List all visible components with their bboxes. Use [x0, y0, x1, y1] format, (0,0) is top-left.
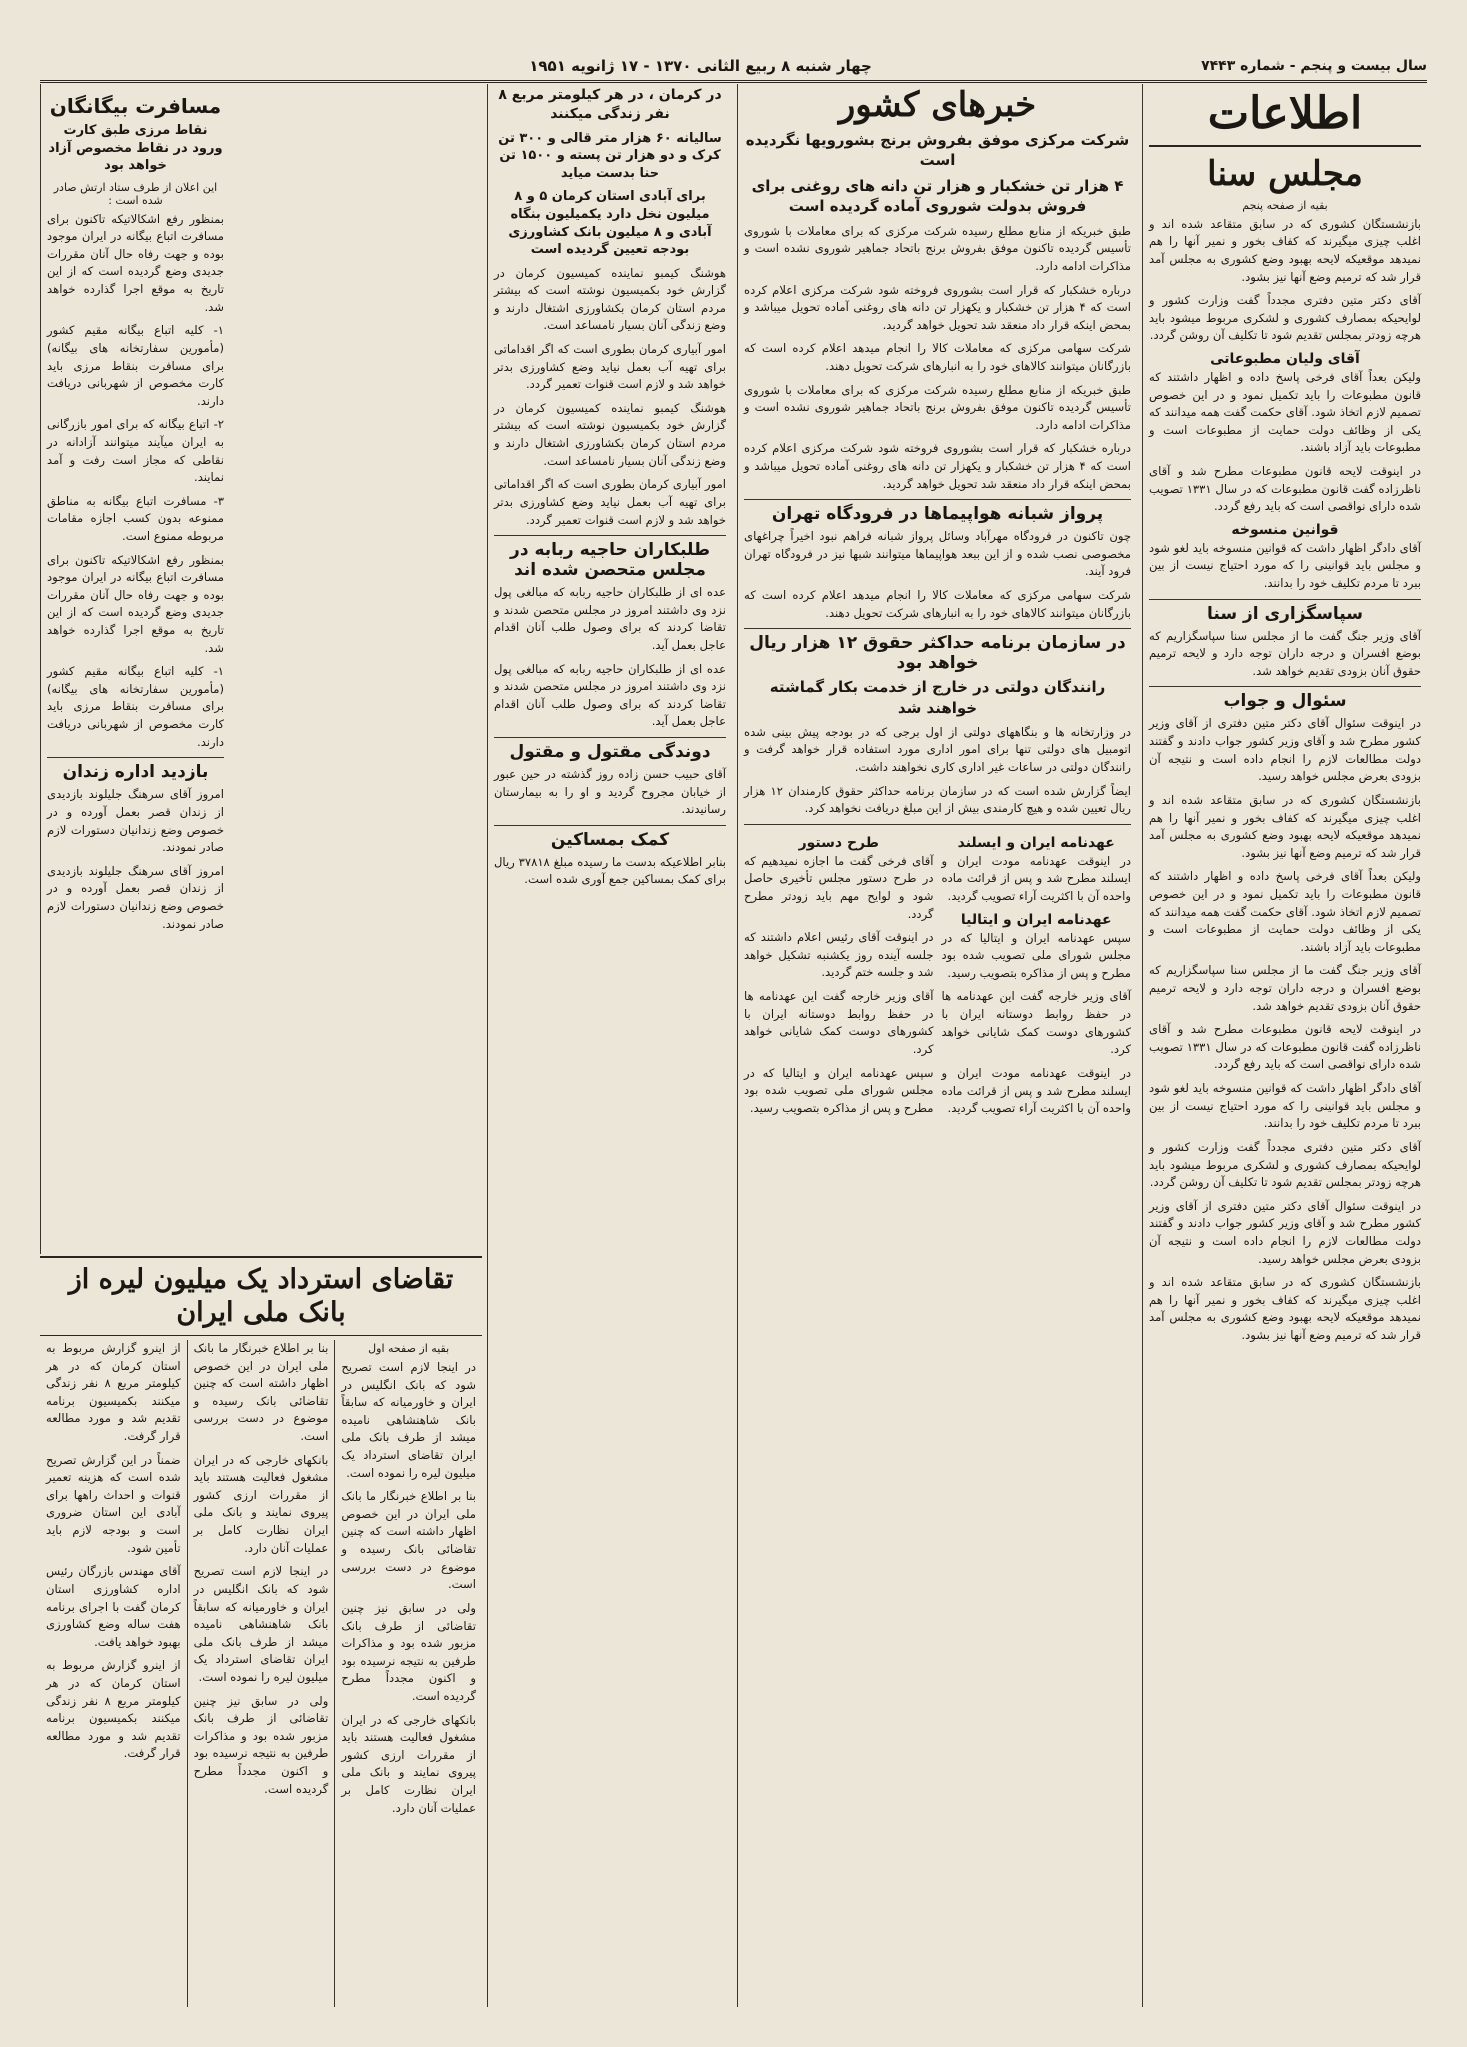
paragraph: در وزارتخانه ها و بنگاههای دولتی از اول برجی که در بودجه پیش بینی شده اتومبیل های دولتی تنها برای امور اداری مورد استفاده قرار خواهد گرفت و رانندگان دولتی در ساعات غیر اداری کاری نخواهند داشت.: [744, 724, 1131, 774]
subhead: کمک بمساکین: [494, 825, 726, 850]
paragraph: بنابر اطلاعیکه بدست ما رسیده مبلغ ۳۷۸۱۸ ریال برای کمک بمساکین جمع آوری شده است.: [494, 854, 726, 887]
deck: ۴ هزار تن خشکبار و هزار تن دانه های روغنی برای فروش بدولت شوروی آماده گردیده است: [751, 177, 1124, 216]
date-line: چهار شنبه ۸ ربیع الثانی ۱۳۷۰ - ۱۷ ژانویه ۱۹۵۱: [529, 57, 872, 75]
kerman-deck-2: برای آبادی استان کرمان ۵ و ۸ میلیون نخل دارد یکمیلیون بنگاه آبادی و ۸ میلیون بانک کشاورزی بودجه تعیین گردیده است: [508, 189, 712, 258]
bank-subcolumn-2: [187, 1340, 335, 2007]
paragraph: در اینجا لازم است تصریح شود که بانک انگلیس در ایران و خاورمیانه که سابقاً بانک شاهنشاهی نامیده میشد از طرف بانک ملی ایران تقاضای استرداد یک میلیون لیره را نموده است.: [193, 1564, 329, 1684]
subhead: طرح دستور: [798, 834, 879, 851]
column-majlis: [1142, 84, 1427, 2007]
paragraph: طبق خبریکه از منابع مطلع رسیده شرکت مرکزی که برای معاملات با شوروی تأسیس گردیده تاکنون موفق بفروش برنج باتحاد جماهیر شوروی نشده است و مذاکرات ادامه دارد.: [744, 223, 1131, 273]
paragraph: در اینوقت لایحه قانون مطبوعات مطرح شد و آقای ناظرزاده گفت قانون مطبوعات که در سال ۱۳۳۱ تصویب شده دارای نواقصی است که باید رفع گردد.: [1149, 1022, 1421, 1072]
paragraph: ۱- کلیه اتباع بیگانه مقیم کشور (مأمورین سفارتخانه های بیگانه) برای مسافرت بنقاط مرزی باید کارت مخصوص از شهربانی دریافت دارند.: [47, 323, 224, 408]
paragraph: آقای دکتر متین دفتری مجدداً گفت وزارت کشور و لوایحیکه بمصارف کشوری و لشکری مربوط میشود باید هرچه زودتر بمجلس تقدیم شود تا تکلیف آن روشن گردد.: [1149, 1139, 1421, 1190]
paragraph: آقای دکتر متین دفتری مجدداً گفت وزارت کشور و لوایحیکه بمصارف کشوری و لشکری مربوط میشود باید هرچه زودتر بمجلس تقدیم شود تا تکلیف آن روشن گردد.: [1149, 293, 1421, 343]
paragraph: آقای دادگر اظهار داشت که قوانین منسوخه باید لغو شود و مجلس باید قوانینی را که مورد احتیاج نیست از بین ببرد تا مردم تکلیف خود را بدانند.: [1149, 540, 1421, 591]
paragraph: آقای حبیب حسن زاده روز گذشته در حین عبور از خیابان مجروح گردید و او را به بیمارستان رسانیدند.: [494, 767, 726, 817]
paragraph: امروز آقای سرهنگ جلیلوند بازدیدی از زندان قصر بعمل آورده و در خصوص وضع زندانیان دستورات لازم صادر نمودند.: [47, 787, 224, 855]
kicker-bank: بقیه از صفحه اول: [368, 1342, 450, 1355]
paragraph: بانکهای خارجی که در ایران مشغول فعالیت هستند باید از مقررات ارزی کشور پیروی نمایند و بانک ملی ایران نظارت کامل بر عملیات آنان دارد.: [341, 1712, 476, 1815]
column-kerman: [487, 84, 732, 2007]
subhead: طلبکاران حاجیه ربابه در مجلس متحصن شده اند: [494, 535, 726, 580]
paragraph: ولیکن بعداً آقای فرخی پاسخ داده و اظهار داشتند که قانون مطبوعات را باید تکمیل نمود و در این خصوص تصمیم لازم اتخاذ شود. آقای حکمت گفت همه میدانند که یکی از وظائف دولت حمایت از مطبوعات است و مطبوعات باید آزاد باشند.: [1149, 869, 1421, 954]
paragraph: در اینوقت سئوال آقای دکتر متین دفتری از آقای وزیر کشور مطرح شد و آقای وزیر کشور جواب دادند و گفتند دولت مطالعات لازم را انجام داده است و نتیجه آن بزودی بعرض مجلس خواهد رسید.: [1149, 716, 1421, 784]
subhead: سئوال و جواب: [1149, 686, 1421, 711]
issue-number: سال بیست و پنجم - شماره ۷۴۴۳: [1201, 58, 1427, 74]
paragraph: امروز آقای سرهنگ جلیلوند بازدیدی از زندان قصر بعمل آورده و در خصوص وضع زندانیان دستورات لازم صادر نمودند.: [47, 863, 224, 931]
subhead: دوندگی مقتول و مقتول: [494, 737, 726, 762]
paragraph: آقای فرخی گفت ما اجازه نمیدهیم که در طرح دستور مجلس تأخیری حاصل شود و لوایح مهم باید زودتر مطرح گردد.: [744, 853, 934, 921]
news-subcolumn-right: [942, 831, 1132, 1124]
paragraph: ۳- مسافرت اتباع بیگانه به مناطق ممنوعه بدون کسب اجازه مقامات مربوطه ممنوع است.: [47, 493, 224, 543]
bank-subcolumns: [40, 1340, 482, 2007]
paragraph: سپس عهدنامه ایران و ایتالیا که در مجلس شورای ملی تصویب شده بود مطرح و پس از مذاکره بتصویب رسید.: [941, 930, 1131, 980]
paragraph: شرکت سهامی مرکزی که معاملات کالا را انجام میدهد اعلام کرده است که بازرگانان میتوانند کالاهای خود را به انبارهای شرکت تحویل دهند.: [744, 341, 1131, 373]
paragraph: آقای مهندس بازرگان رئیس اداره کشاورزی استان کرمان گفت با اجرای برنامه هفت ساله وضع کشاورزی بهبود خواهد یافت.: [45, 1564, 181, 1649]
headline-foreigners: مسافرت بیگانگان: [49, 94, 222, 118]
kicker-majlis: بقیه از صفحه پنجم: [1242, 198, 1328, 212]
paragraph: بنا بر اطلاع خبرنگار ما بانک ملی ایران در این خصوص اظهار داشته است که چنین تقاضائی بانک رسیده و موضوع در دست بررسی است.: [193, 1341, 329, 1444]
paragraph: بمنظور رفع اشکالاتیکه تاکنون برای مسافرت اتباع بیگانه در ایران موجود بوده و جهت رفاه حال آنان مقررات جدیدی وضع گردیده است که از این تاریخ به موقع اجرا گذارده خواهد شد.: [47, 211, 224, 314]
kerman-deck: سالیانه ۶۰ هزار متر قالی و ۳۰۰ تن کرک و دو هزار تن پسته و ۱۵۰۰ تن حنا بدست میاید: [498, 130, 722, 181]
paragraph: ایضاً گزارش شده است که در سازمان برنامه حداکثر حقوق کارمندان ۱۲ هزار ریال تعیین شده و هیچ کارمندی بیش از این مبلغ دریافت نخواهد کرد.: [744, 783, 1131, 816]
headline-majlis: مجلس سنا: [1207, 154, 1363, 194]
subhead: قوانین منسوخه: [1231, 521, 1339, 538]
paragraph: در اینوقت عهدنامه مودت ایران و ایسلند مطرح شد و پس از قرائت ماده واحده آن با اکثریت آراء تصویب گردید.: [941, 1065, 1131, 1116]
paragraph: عده ای از طلبکاران حاجیه ربابه که مبالغی پول نزد وی داشتند امروز در مجلس متحصن شدند و تقاضا کردند که برای وصول طلب آنان اقدام عاجل بعمل آید.: [494, 585, 726, 652]
headline-bank: تقاضای استرداد یک میلیون لیره از بانک ملی ایران: [40, 1256, 482, 1336]
paragraph: بانکهای خارجی که در ایران مشغول فعالیت هستند باید از مقررات ارزی کشور پیروی نمایند و بانک ملی ایران نظارت کامل بر عملیات آنان دارد.: [193, 1452, 329, 1555]
paragraph: ولی در سابق نیز چنین تقاضائی از طرف بانک مزبور شده بود و مذاکرات طرفین به نتیجه نرسیده بود و اکنون مجدداً مطرح گردیده است.: [341, 1600, 476, 1703]
paragraph: آقای وزیر خارجه گفت این عهدنامه ها در حفظ روابط دوستانه ایران با کشورهای دوست کمک شایانی خواهد کرد.: [941, 989, 1131, 1057]
paragraph: آقای وزیر خارجه گفت این عهدنامه ها در حفظ روابط دوستانه ایران با کشورهای دوست کمک شایانی خواهد کرد.: [744, 989, 934, 1056]
paragraph: ۲- اتباع بیگانه که برای امور بازرگانی به ایران میآیند میتوانند آزادانه در نقاطی که مجاز است رفت و آمد نمایند.: [47, 417, 224, 485]
paragraph: امور آبیاری کرمان بطوری است که اگر اقداماتی برای تهیه آب بعمل نیاید وضع کشاورزی بدتر خواهد شد و لازم است قنوات تعمیر گردد.: [494, 477, 726, 527]
paragraph: آقای دادگر اظهار داشت که قوانین منسوخه باید لغو شود و مجلس باید قوانینی را که مورد احتیاج نیست از بین ببرد تا مردم تکلیف خود را بدانند.: [1149, 1081, 1421, 1131]
subhead: عهدنامه ایران و ایتالیا: [960, 911, 1112, 928]
news-subcolumn-left: [744, 831, 934, 1124]
subhead: عهدنامه ایران و ایسلند: [957, 834, 1115, 851]
divider: [744, 824, 1131, 825]
paragraph: درباره خشکبار که قرار است بشوروی فروخته شود شرکت مرکزی اعلام کرده است که ۴ هزار تن خشکبار و یکهزار تن دانه های روغنی آماده تحویل میباشد و بمحض اینکه قرار داد منعقد شد تحویل خواهد گردید.: [744, 282, 1131, 332]
paragraph: در اینوقت لایحه قانون مطبوعات مطرح شد و آقای ناظرزاده گفت قانون مطبوعات که در سال ۱۳۳۱ تصویب شده دارای نواقصی است که باید رفع گردد.: [1149, 464, 1421, 514]
paragraph: بازنشستگان کشوری که در سابق متقاعد شده اند و اغلب چیزی میگیرند که کفاف بخور و نمیر آنها را هم نمیدهد موقعیکه لایحه بهبود وضع کشوری به مجلس آمد قرار شد که ترمیم وضع آنها نیز بشود.: [1149, 1275, 1421, 1342]
paragraph: شرکت سهامی مرکزی که معاملات کالا را انجام میدهد اعلام کرده است که بازرگانان میتوانند کالاهای خود را به انبارهای شرکت تحویل دهند.: [744, 588, 1131, 620]
paragraph: از اینرو گزارش مربوط به استان کرمان که در هر کیلومتر مربع ۸ نفر زندگی میکنند بکمیسیون برنامه تقدیم شد و مورد مطالعه قرار گرفت.: [45, 1341, 181, 1444]
paragraph: بمنظور رفع اشکالاتیکه تاکنون برای مسافرت اتباع بیگانه در ایران موجود بوده و جهت رفاه حال آنان مقررات جدیدی وضع گردیده است که از این تاریخ به موقع اجرا گذارده خواهد شد.: [47, 552, 224, 655]
bank-subcolumn-1: [334, 1340, 482, 2007]
paragraph: سپس عهدنامه ایران و ایتالیا که در مجلس شورای ملی تصویب شده بود مطرح و پس از مذاکره بتصویب رسید.: [744, 1065, 934, 1115]
paragraph: آقای وزیر جنگ گفت ما از مجلس سنا سپاسگزاریم که بوضع افسران و درجه داران توجه دارد و لایحه ترمیم حقوق آنان بزودی تقدیم خواهد شد.: [1149, 963, 1421, 1013]
paragraph: هوشنگ کیمبو نماینده کمیسیون کرمان در گزارش خود بکمیسیون نوشته است که بیشتر مردم استان کرمان بکشاورزی اشتغال دارند و وضع زندگی آنان بسیار نامساعد است.: [494, 400, 726, 468]
subhead: پرواز شبانه هواپیماها در فرودگاه تهران: [744, 499, 1131, 524]
paragraph: آقای وزیر جنگ گفت ما از مجلس سنا سپاسگزاریم که بوضع افسران و درجه داران توجه دارد و لایحه ترمیم حقوق آنان بزودی تقدیم خواهد شد.: [1149, 628, 1421, 678]
subhead: سپاسگزاری از سنا: [1149, 599, 1421, 624]
column-country-news: [737, 84, 1137, 2007]
paragraph: در اینوقت عهدنامه مودت ایران و ایسلند مطرح شد و پس از قرائت ماده واحده آن با اکثریت آراء تصویب گردید.: [941, 853, 1131, 904]
paragraph: امور آبیاری کرمان بطوری است که اگر اقداماتی برای تهیه آب بعمل نیاید وضع کشاورزی بدتر خواهد شد و لازم است قنوات تعمیر گردد.: [494, 342, 726, 392]
paragraph: در اینوقت آقای رئیس اعلام داشتند که جلسه آینده روز یکشنبه تشکیل خواهد شد و جلسه ختم گردید.: [744, 930, 934, 980]
bank-subcolumn-3: [40, 1340, 187, 2007]
paragraph: ولی در سابق نیز چنین تقاضائی از طرف بانک مزبور شده بود و مذاکرات طرفین به نتیجه نرسیده بود و اکنون مجدداً مطرح گردیده است.: [193, 1693, 329, 1796]
subhead: آقای ولیان مطبوعاتی: [1210, 350, 1360, 367]
column-foreigners: [40, 84, 230, 1254]
paragraph: از اینرو گزارش مربوط به استان کرمان که در هر کیلومتر مربع ۸ نفر زندگی میکنند بکمیسیون برنامه تقدیم شد و مورد مطالعه قرار گرفت.: [45, 1658, 181, 1761]
subhead: در سازمان برنامه حداکثر حقوق ۱۲ هزار ریال خواهد بود: [744, 628, 1131, 673]
paragraph: ولیکن بعداً آقای فرخی پاسخ داده و اظهار داشتند که قانون مطبوعات را باید تکمیل نمود و در این خصوص تصمیم لازم اتخاذ شود. آقای حکمت گفت همه میدانند که یکی از وظائف دولت حمایت از مطبوعات است و مطبوعات باید آزاد باشند.: [1149, 369, 1421, 455]
foreigners-note: این اعلان از طرف ستاد ارتش صادر شده است :: [53, 180, 218, 207]
headline-country-news: خبرهای کشور: [838, 85, 1037, 125]
paragraph: بنا بر اطلاع خبرنگار ما بانک ملی ایران در این خصوص اظهار داشته است که چنین تقاضائی بانک رسیده و موضوع در دست بررسی است.: [341, 1489, 476, 1592]
paragraph: بازنشستگان کشوری که در سابق متقاعد شده اند و اغلب چیزی میگیرند که کفاف بخور و نمیر آنها را هم نمیدهد موقعیکه لایحه بهبود وضع کشوری به مجلس آمد قرار شد که ترمیم وضع آنها نیز بشود.: [1149, 216, 1421, 284]
paragraph: بازنشستگان کشوری که در سابق متقاعد شده اند و اغلب چیزی میگیرند که کفاف بخور و نمیر آنها را هم نمیدهد موقعیکه لایحه بهبود وضع کشوری به مجلس آمد قرار شد که ترمیم وضع آنها نیز بشود.: [1149, 792, 1421, 860]
dateline: [40, 52, 1427, 83]
paragraph: هوشنگ کیمبو نماینده کمیسیون کرمان در گزارش خود بکمیسیون نوشته است که بیشتر مردم استان کرمان بکشاورزی اشتغال دارند و وضع زندگی آنان بسیار نامساعد است.: [494, 265, 726, 333]
paragraph: عده ای از طلبکاران حاجیه ربابه که مبالغی پول نزد وی داشتند امروز در مجلس متحصن شدند و تقاضا کردند که برای وصول طلب آنان اقدام عاجل بعمل آید.: [494, 661, 726, 729]
paragraph: طبق خبریکه از منابع مطلع رسیده شرکت مرکزی که برای معاملات با شوروی تأسیس گردیده تاکنون موفق بفروش برنج باتحاد جماهیر شوروی نشده است و مذاکرات ادامه دارد.: [744, 382, 1131, 432]
kerman-lead: در کرمان ، در هر کیلومتر مربع ۸ نفر زندگی میکنند: [498, 87, 722, 122]
news-subcolumns: [744, 831, 1131, 1124]
paragraph: در اینوقت سئوال آقای دکتر متین دفتری از آقای وزیر کشور مطرح شد و آقای وزیر کشور جواب دادند و گفتند دولت مطالعات لازم را انجام داده است و نتیجه آن بزودی بعرض مجلس خواهد رسید.: [1149, 1198, 1421, 1266]
paragraph: در اینجا لازم است تصریح شود که بانک انگلیس در ایران و خاورمیانه که سابقاً بانک شاهنشاهی نامیده میشد از طرف بانک ملی ایران تقاضای استرداد یک میلیون لیره را نموده است.: [341, 1360, 476, 1480]
deck: شرکت مرکزی موفق بفروش برنج بشورویها نگردیده است: [745, 130, 1130, 169]
paragraph: درباره خشکبار که قرار است بشوروی فروخته شود شرکت مرکزی اعلام کرده است که ۴ هزار تن خشکبار و یکهزار تن دانه های روغنی آماده تحویل میباشد و بمحض اینکه قرار داد منعقد شد تحویل خواهد گردید.: [744, 441, 1131, 491]
newspaper-logo: اطلاعات: [1149, 88, 1421, 147]
deck: رانندگان دولتی در خارج از خدمت بکار گماشته خواهند شد: [769, 678, 1106, 717]
paragraph: چون تاکنون در فرودگاه مهرآباد وسائل پرواز شبانه فراهم نبود اخیراً چراغهای مخصوصی نصب شده و از این ببعد هواپیماها میتوانند شبها نیز در فرودگاه تهران فرود آیند.: [744, 529, 1131, 579]
paragraph: ۱- کلیه اتباع بیگانه مقیم کشور (مأمورین سفارتخانه های بیگانه) برای مسافرت بنقاط مرزی باید کارت مخصوص از شهربانی دریافت دارند.: [47, 664, 224, 749]
foreigners-deck: نقاط مرزی طبق کارت ورود در نقاط مخصوص آزاد خواهد بود: [48, 123, 223, 174]
subhead: بازدید اداره زندان: [47, 757, 224, 782]
paragraph: ضمناً در این گزارش تصریح شده است که هزینه تعمیر قنوات و احداث راهها برای آبادی این استان ضروری است و بودجه لازم باید تأمین شود.: [45, 1452, 181, 1555]
